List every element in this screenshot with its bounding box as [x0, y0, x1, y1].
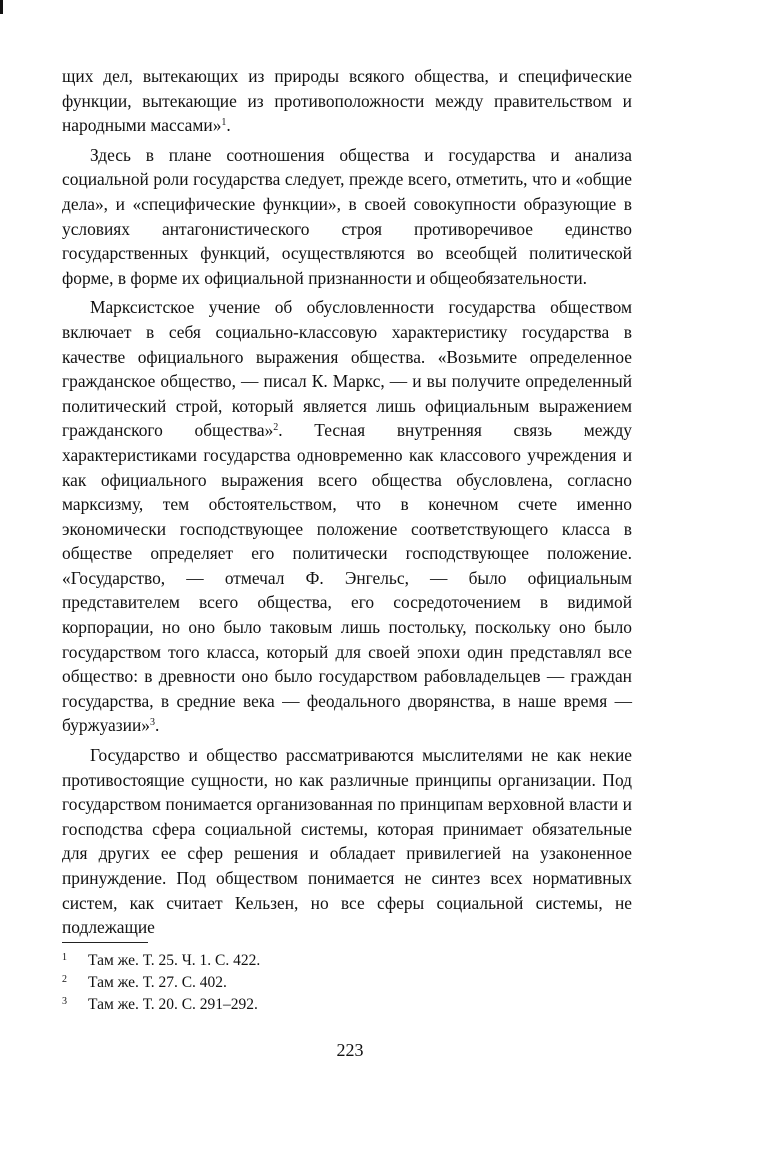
paragraph-tail: .: [226, 115, 231, 136]
footnote-number: 3: [62, 996, 67, 1007]
paragraph-2: [62, 143, 632, 291]
footnote-2: [62, 972, 622, 994]
footnotes: [62, 950, 622, 1016]
paragraph-3: [62, 295, 632, 738]
footnote-ref: 2: [273, 422, 279, 434]
footnote-ref: 3: [149, 717, 155, 729]
footnote-separator: [62, 942, 148, 943]
footnote-ref: 1: [221, 117, 227, 129]
paragraph-text: щих дел, вытекающих из природы всякого общества, и специфические функции, вытекающие из противоположности между правительством и народными массами»: [62, 66, 632, 136]
paragraph-text-cont: . Тесная внутренняя связь между характеристиками государства одновременно как классового учреждения и как официального выражения всего общества обусловлена, согласно марксизму, тем обстоятельством, что в конечном счете именно экономически господствующее положение соответствующего класса в обществе определяет его политически господствующее положение. «Государство, — отмечал Ф. Энгельс, — было официальным представителем всего общества, его сосредоточением в видимой корпорации, но оно было таковым лишь постольку, поскольку оно было государством того класса, который для своей эпохи один представлял все общество: в древности оно было государством рабовладельцев — граждан государства, в средние века — феодального дворянства, в наше время — буржуазии»: [62, 420, 632, 736]
scan-edge-mark: [0, 0, 3, 14]
footnote-text: Там же. Т. 27. С. 402.: [88, 974, 227, 991]
footnote-number: 1: [62, 952, 67, 963]
body-text: [62, 64, 632, 940]
footnote-3: [62, 994, 622, 1016]
paragraph-1: [62, 64, 632, 138]
paragraph-text: Марксистское учение об обусловленности государства обществом включает в себя социально-классовую характеристику государства в качестве официального выражения общества. «Возьмите определенное гражданское общество, — писал К. Маркс, — и вы получите определенный политический строй, который является лишь официальным выражением гражданского общества»: [62, 297, 632, 441]
paragraph-text: Государство и общество рассматриваются мыслителями не как некие противостоящие сущности, но как различные принципы организации. Под государством понимается организованная по принципам верховной власти и господства сфера социальной системы, которая принимает обязательные для других ее сфер решения и обладает привилегией на узаконенное принуждение. Под обществом понимается не синтез всех нормативных систем, как считает Кельзен, но все сферы социальной системы, не подлежащие: [62, 745, 632, 938]
footnote-1: [62, 950, 622, 972]
footnote-number: 2: [62, 974, 67, 985]
footnote-text: Там же. Т. 25. Ч. 1. С. 422.: [88, 952, 261, 969]
paragraph-4: [62, 743, 632, 940]
paragraph-text: Здесь в плане соотношения общества и государства и анализа социальной роли государства следует, прежде всего, отметить, что и «общие дела», и «специфические функции», в своей совокупности образующие в условиях антагонистического строя противоречивое единство государственных функций, осуществляются во всеобщей политической форме, в форме их официальной признанности и общеобязательности.: [62, 144, 632, 288]
footnote-text: Там же. Т. 20. С. 291–292.: [88, 996, 258, 1013]
paragraph-tail: .: [154, 715, 160, 736]
page-number: 223: [336, 1040, 364, 1060]
